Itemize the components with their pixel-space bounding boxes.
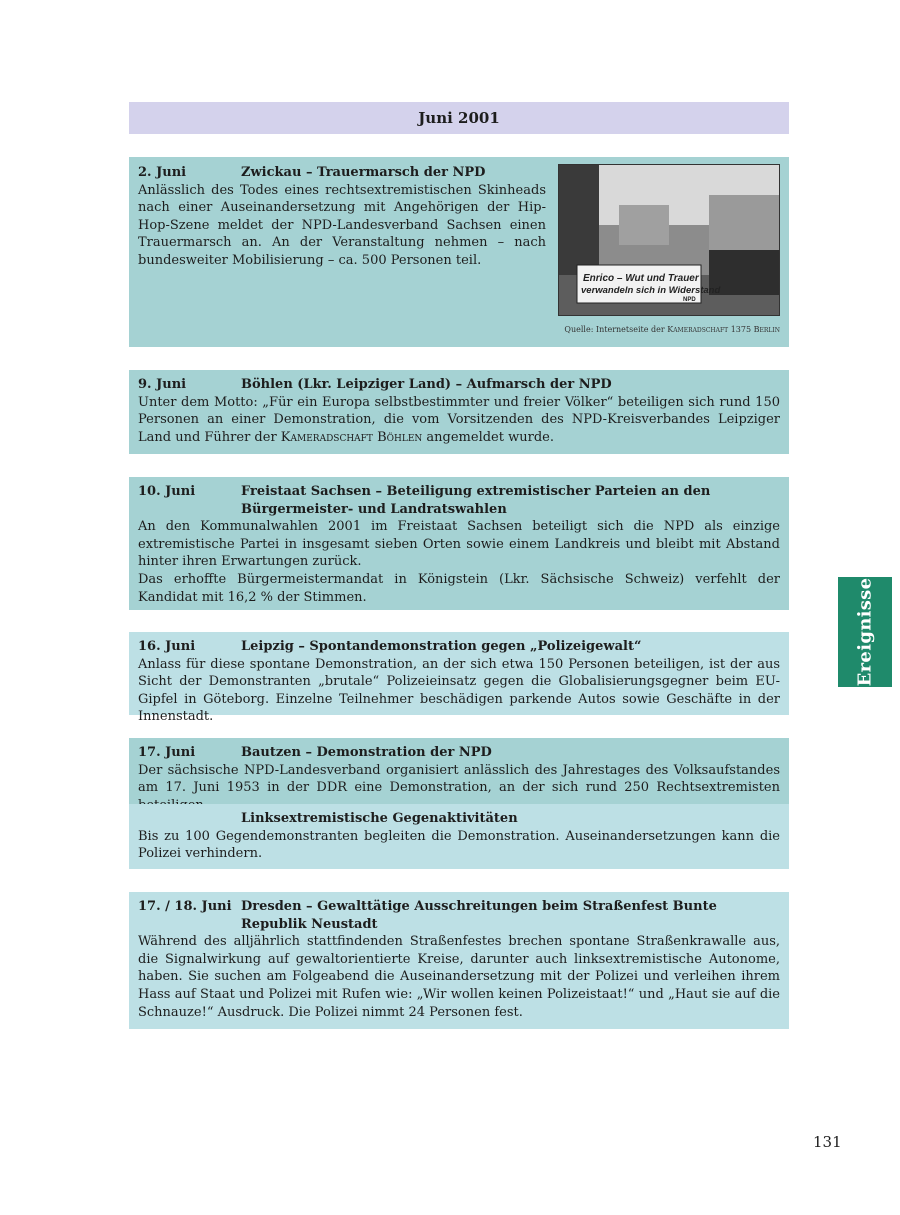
event-body: Unter dem Motto: „Für ein Europa selbstbestimmter und freier Völker“ beteiligen sich rund 150 Personen an einer Demonstration, die vom Vorsitzenden des NPD-Kreisverbandes Leipziger Land und Führer der Kameradschaft Böhlen angemeldet wurde. bbox=[138, 394, 780, 445]
event-title: Zwickau – Trauermarsch der NPD bbox=[241, 165, 486, 180]
event-date: 9. Juni bbox=[138, 377, 187, 392]
event-heading bbox=[138, 898, 780, 933]
event-card bbox=[129, 892, 789, 1029]
event-card bbox=[129, 738, 789, 804]
section-tab bbox=[838, 577, 892, 687]
event-card bbox=[129, 157, 789, 347]
event-heading bbox=[138, 376, 780, 394]
page-number: 131 bbox=[813, 1133, 842, 1151]
section-tab-label: Ereignisse bbox=[854, 577, 876, 687]
subsection-title: Linksextremistische Gegenaktivitäten bbox=[241, 811, 518, 826]
photo-illustration bbox=[559, 165, 779, 315]
subsection-body: Bis zu 100 Gegendemonstranten begleiten die Demonstration. Auseinandersetzungen kann die Polizei verhindern. bbox=[138, 828, 780, 862]
event-body: Anlässlich des Todes eines rechtsextremistischen Skinheads nach einer Auseinandersetzung mit Angehörigen der Hip-Hop-Szene meldet der NPD-Landesverband Sachsen einen Trauermarsch an. An der Veranstaltung nehmen – nach bundesweiter Mobilisierung – ca. 500 Personen teil. bbox=[138, 182, 546, 268]
event-heading bbox=[138, 744, 780, 762]
event-subsection bbox=[129, 804, 789, 869]
event-heading bbox=[138, 638, 780, 656]
event-card bbox=[129, 370, 789, 454]
banner-line-1: Enrico – Wut und Trauer bbox=[583, 273, 699, 284]
event-body: Das erhoffte Bürgermeistermandat in Königstein (Lkr. Sächsische Schweiz) verfehlt der Kandidat mit 16,2 % der Stimmen. bbox=[138, 571, 780, 605]
month-header: Juni 2001 bbox=[129, 102, 789, 134]
event-card bbox=[129, 632, 789, 725]
event-heading bbox=[138, 483, 780, 518]
event-date: 10. Juni bbox=[138, 484, 196, 499]
event-date: 2. Juni bbox=[138, 165, 187, 180]
event-body: An den Kommunalwahlen 2001 im Freistaat Sachsen beteiligt sich die NPD als einzige extremistische Partei in insgesamt sieben Orten sowie einem Landkreis und bleibt mit Abstand hinter ihren Erwartungen zurück. bbox=[138, 519, 780, 570]
event-card bbox=[129, 477, 789, 610]
event-body: Der sächsische NPD-Landesverband organisiert anlässlich des Jahrestages des Volksaufstandes am 17. Juni 1953 in der DDR eine Demonstration, an der sich rund 250 Rechtsextremisten bbox=[138, 762, 780, 796]
event-body: Anlass für diese spontane Demonstration, an der sich etwa 150 Personen beteiligen, ist der aus Sicht der Demonstranten „brutale“ Polizeieinsatz gegen die Globalisierungsgegner beim EU-Gipfel in Göteborg. Einzelne Teilnehmer beschädigen parkende Autos sowie Geschäfte in der Innenstadt. bbox=[138, 656, 780, 725]
banner-line-2: verwandeln sich in Widerstand bbox=[581, 285, 721, 296]
event-title: Leipzig – Spontandemonstration gegen „Polizeigewalt“ bbox=[241, 639, 642, 654]
event-date: 16. Juni bbox=[138, 639, 196, 654]
event-title: Bautzen – Demonstration der NPD bbox=[241, 745, 492, 760]
event-heading bbox=[138, 164, 546, 182]
banner-tag: NPD bbox=[683, 297, 696, 303]
event-title: Dresden – Gewalttätige Ausschreitungen beim Straßenfest Bunte Republik Neustadt bbox=[241, 899, 717, 932]
event-date: 17. Juni bbox=[138, 745, 196, 760]
photo-caption: Quelle: Internetseite der Kameradschaft 1375 Berlin bbox=[564, 325, 780, 335]
event-photo bbox=[558, 164, 780, 316]
event-title: Freistaat Sachsen – Beteiligung extremistischer Parteien an den Bürgermeister- und Landratswahlen bbox=[241, 484, 711, 517]
event-date: 17. / 18. Juni bbox=[138, 899, 232, 914]
event-title: Böhlen (Lkr. Leipziger Land) – Aufmarsch der NPD bbox=[241, 377, 612, 392]
event-body: Während des alljährlich stattfindenden Straßenfestes brechen spontane Straßenkrawalle aus, die Signalwirkung auf gewaltorientierte Kreise, darunter auch linksextremistische Autonome, haben. Sie suchen am Folgeabend die Auseinandersetzung mit der Polizei und verleihen ihrem Hass auf Staat und Polizei mit Rufen wie: „Wir wollen keinen Polizeistaat!“ und „Haut sie auf die Schnauze!“ Ausdruck. Die Polizei nimmt 24 Personen fest. bbox=[138, 934, 780, 1020]
